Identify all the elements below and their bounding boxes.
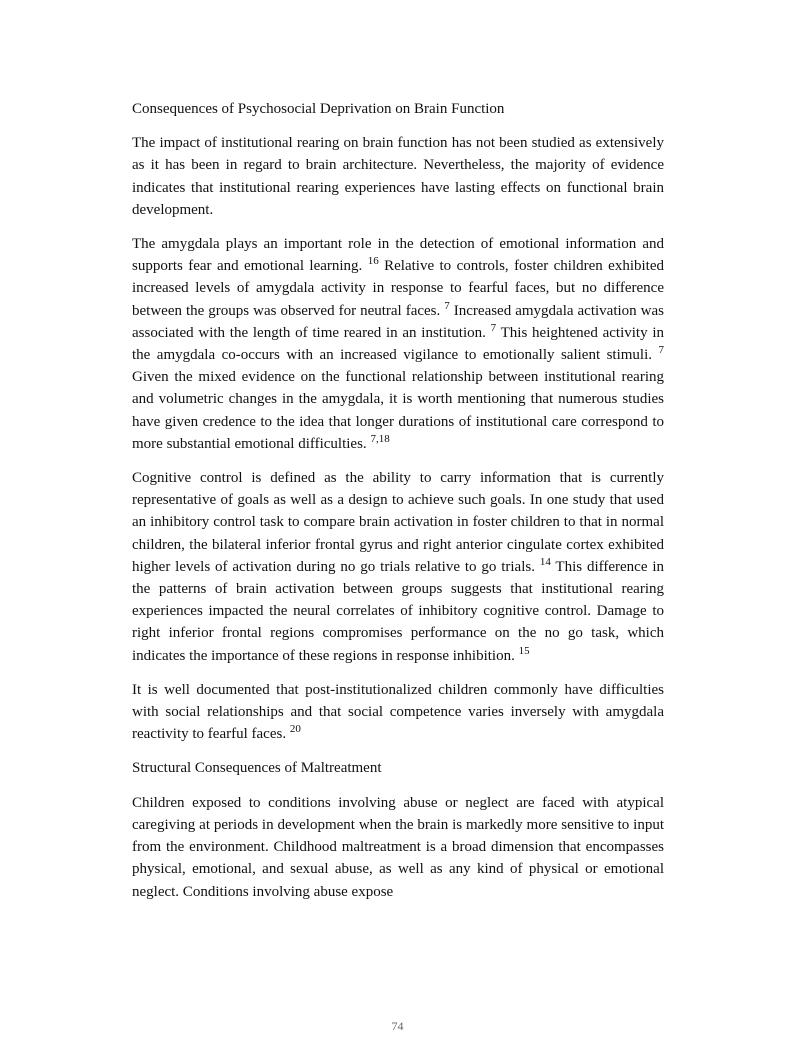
paragraph <box>132 467 664 667</box>
citation: 16 <box>367 255 379 268</box>
citation: 7 <box>490 321 497 334</box>
citation: 7,18 <box>370 432 390 445</box>
paragraph-text: This difference in the patterns of brain activation between groups suggests that institutional rearing experiences impacted the neural correlates of inhibitory cognitive control. Damage to right inferior frontal regions compromises performance on the no go task, which indicates the importance of these regions in response inhibition. <box>132 558 665 664</box>
citation: 7 <box>444 299 450 312</box>
paragraph-text: Cognitive control is defined as the ability to carry information that is currently representative of goals as well as a design to achieve such goals. In one study that used an inhibitory control task to compare brain activation in foster children to that in normal children, the bilateral inferior frontal gyrus and right anterior cingulate cortex exhibited higher levels of activation during no go trials relative to go trials. <box>132 470 664 575</box>
citation: 20 <box>289 723 301 736</box>
paragraph <box>132 233 664 455</box>
paragraph <box>132 792 664 903</box>
paragraph-text: Relative to controls, foster children exhibited increased levels of amygdala activity in response to fearful faces, but no difference between the groups was observed for neutral faces. <box>132 258 664 319</box>
paragraph <box>132 132 664 221</box>
section-heading: Structural Consequences of Maltreatment <box>132 760 382 777</box>
paragraph-text: Given the mixed evidence on the functional relationship between institutional rearing and volumetric changes in the amygdala, it is worth mentioning that numerous studies have given credence to the idea that longer durations of institutional care correspond to more substantial emotional difficulties. <box>132 369 664 452</box>
paragraph-text: Children exposed to conditions involving abuse or neglect are faced with atypical caregiving at periods in development when the brain is markedly more sensitive to input from the environment. Childhood maltreatment is a broad dimension that encompasses physical, emotional, and sexual abuse, as well as any kind of physical or emotional neglect. Conditions involving abuse expose <box>132 794 664 900</box>
citation: 7 <box>658 344 664 357</box>
paragraph-text: The impact of institutional rearing on brain function has not been studied as extensively as it has been in regard to brain architecture. Nevertheless, the majority of evidence indicates that institutional rearing experiences have lasting effects on functional brain development. <box>132 135 664 218</box>
citation: 15 <box>518 644 530 657</box>
citation: 14 <box>539 555 551 568</box>
paragraph <box>132 679 664 746</box>
paragraph-text: Increased amygdala activation was associated with the length of time reared in an institution. <box>132 302 664 341</box>
section-heading: Consequences of Psychosocial Deprivation on Brain Function <box>132 101 505 117</box>
page-number: 74 <box>391 1019 404 1033</box>
paragraph-text: This heightened activity in the amygdala co-occurs with an increased vigilance to emotionally salient stimuli. <box>132 324 664 364</box>
page-body <box>132 98 664 915</box>
paragraph-text: The amygdala plays an important role in the detection of emotional information and supports fear and emotional learning. <box>132 236 664 275</box>
paragraph-text: It is well documented that post-institutionalized children commonly have difficulties with social relationships and that social competence varies inversely with amygdala reactivity to fearful faces. <box>132 681 664 743</box>
